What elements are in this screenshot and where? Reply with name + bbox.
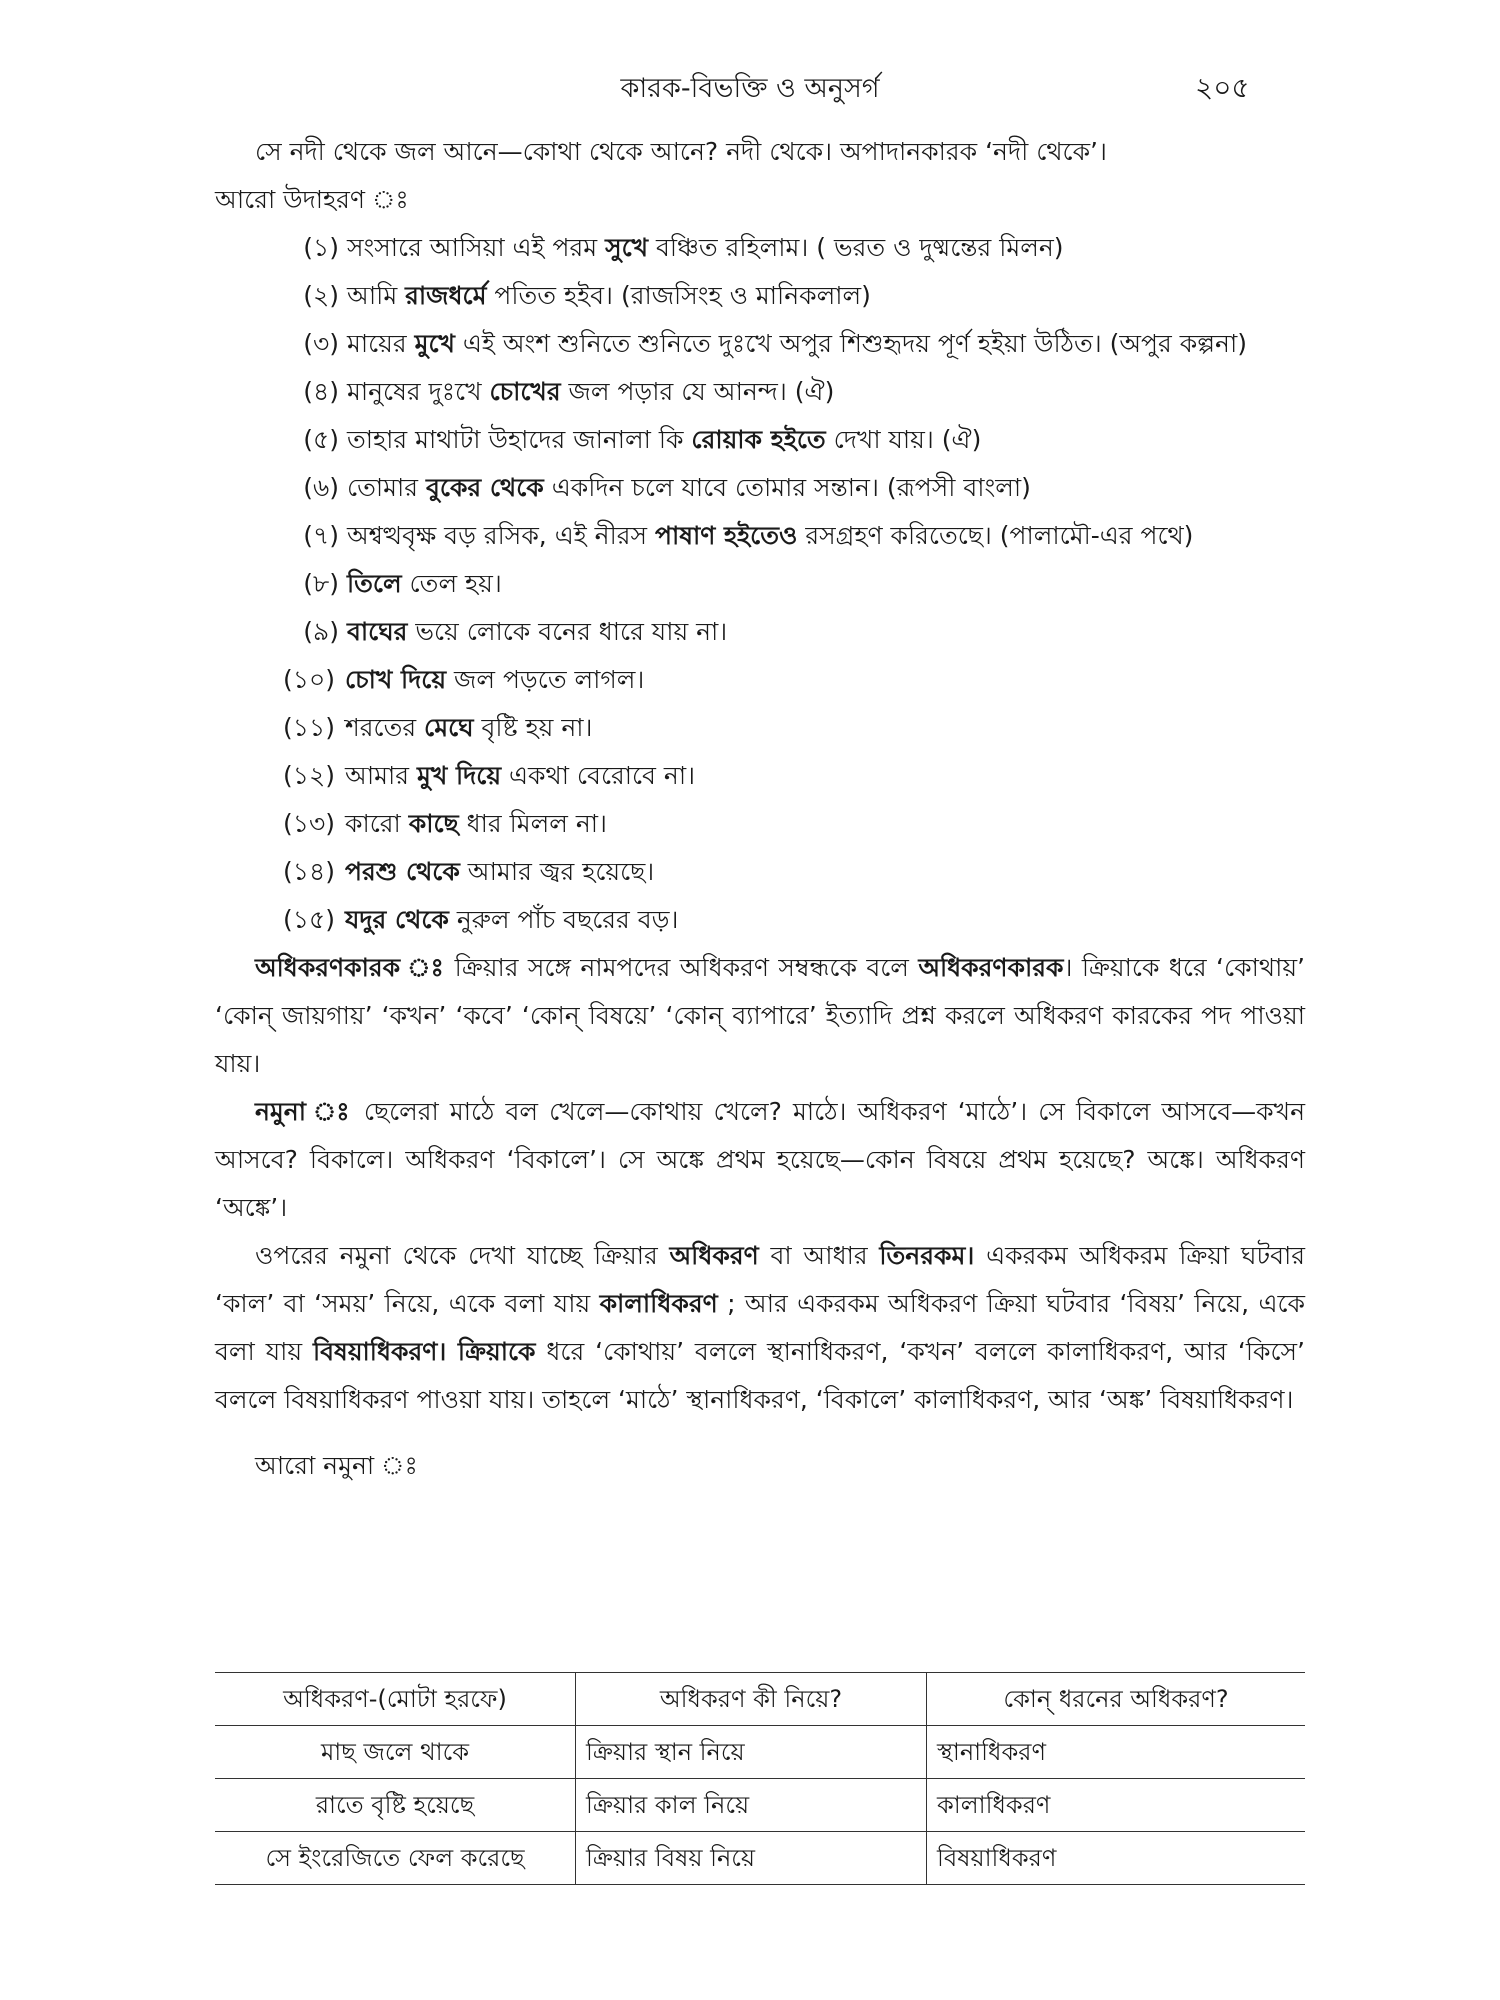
example-item: [277, 464, 1305, 512]
bold-text: তিনরকম।: [879, 1241, 975, 1270]
example-number: (১৪): [283, 857, 335, 886]
example-item: [277, 512, 1305, 560]
table-cell: ক্রিয়ার বিষয় নিয়ে: [576, 1832, 927, 1885]
running-header: কারক-বিভক্তি ও অনুসর্গ: [620, 73, 880, 104]
text-run: ভয়ে লোকে বনের ধারে যায় না।: [407, 617, 728, 646]
example-text: [347, 329, 1247, 358]
text-run: রসগ্রহণ করিতেছে। (পালামৌ-এর পথে): [797, 521, 1194, 550]
text-run: এই অংশ শুনিতে শুনিতে দুঃখে অপুর শিশুহৃদয় পূর্ণ হইয়া উঠিত। (অপুর কল্পনা): [454, 329, 1247, 358]
example-text: [347, 281, 871, 310]
example-text: [347, 233, 1064, 262]
bold-text: পরশু থেকে: [345, 857, 460, 886]
bold-text: যদুর থেকে: [345, 905, 449, 934]
example-item: [263, 800, 1305, 848]
text-run: আমি: [347, 281, 406, 310]
example-item: [277, 272, 1305, 320]
bold-text: অধিকরণকারক: [918, 953, 1064, 982]
explanation-paragraph: [215, 1232, 1305, 1424]
example-text: [345, 809, 607, 838]
example-item: [277, 368, 1305, 416]
example-number: (১৫): [283, 905, 335, 934]
text-run: নুরুল পাঁচ বছরের বড়।: [448, 905, 679, 934]
example-number: (৪): [303, 377, 339, 406]
text-run: বঞ্চিত রহিলাম। ( ভরত ও দুষ্মন্তের মিলন): [648, 233, 1064, 262]
page-number: ২০৫: [1195, 71, 1250, 104]
text-run: আমার জ্বর হয়েছে।: [459, 857, 655, 886]
text-run: ছেলেরা মাঠে বল খেলে—কোথায় খেলে? মাঠে। অধিকরণ ‘মাঠে’। সে বিকালে আসবে—কখন আসবে? বিকালে। অধিকরণ ‘বিকালে’। সে অঙ্কে প্রথম হয়েছে—কোন বিষয়ে প্রথম হয়েছে? অঙ্কে। অধিকরণ ‘অঙ্কে’।: [215, 1097, 1305, 1222]
bold-text: বুকের থেকে: [425, 473, 544, 502]
bold-text: মুখে: [414, 329, 455, 358]
text-run: আমার: [345, 761, 417, 790]
bold-text: রাজধর্মে: [405, 281, 487, 310]
text-run: ; আর একরকম অধিকরণ ক্রিয়া ঘটবার ‘বিষয়’ নিয়ে, একে বলা যায়: [215, 1289, 1306, 1366]
example-item: [263, 848, 1305, 896]
example-number: (১১): [283, 713, 335, 742]
example-item: [263, 896, 1305, 944]
table-cell: বিষয়াধিকরণ: [927, 1832, 1306, 1885]
text-run: অশ্বত্থবৃক্ষ বড় রসিক, এই নীরস: [347, 521, 655, 550]
example-item: [263, 752, 1305, 800]
example-item: [277, 416, 1305, 464]
table-row: [215, 1726, 1305, 1779]
text-run: জল পড়তে লাগল।: [446, 665, 645, 694]
text-run: তোমার: [347, 473, 426, 502]
bold-text: বাঘের: [347, 617, 408, 646]
table-header-row: [215, 1673, 1305, 1726]
more-samples-label: আরো নমুনা ঃ: [255, 1451, 418, 1480]
text-run: ধার মিলল না।: [458, 809, 607, 838]
example-item: [277, 560, 1305, 608]
example-number: (৯): [303, 617, 339, 646]
text-run: । ক্রিয়াকে ধরে ‘কোথায়’ ‘কোন্ জায়গায়’ ‘কখন’ ‘কবে’ ‘কোন্ বিষয়ে’ ‘কোন্ ব্যাপারে’ ইত্যাদি প্রশ্ন করলে অধিকরণ কারকের পদ পাওয়া যায়।: [215, 953, 1305, 1078]
example-text: [347, 425, 981, 454]
text-run: সংসারে আসিয়া এই পরম: [347, 233, 606, 262]
bold-text: মুখ দিয়ে: [417, 761, 502, 790]
example-item: [263, 704, 1305, 752]
bold-text: অধিকরণ: [669, 1241, 759, 1270]
example-number: (১৩): [283, 809, 335, 838]
example-item: [277, 224, 1305, 272]
text-run: ওপরের নমুনা থেকে দেখা যাচ্ছে ক্রিয়ার: [255, 1241, 670, 1270]
text-run: দেখা যায়। (ঐ): [825, 425, 982, 454]
bold-text: কাছে: [408, 809, 459, 838]
bold-text: অধিকরণকারক ঃ: [255, 953, 446, 982]
sample-paragraph: [215, 1088, 1305, 1232]
example-item: [277, 320, 1305, 368]
example-text: [347, 521, 1193, 550]
table-cell: ক্রিয়ার স্থান নিয়ে: [576, 1726, 927, 1779]
example-number: (৫): [303, 425, 339, 454]
example-number: (৮): [303, 569, 339, 598]
bold-text: চোখের: [489, 377, 561, 406]
table-cell: কালাধিকরণ: [927, 1779, 1306, 1832]
example-text: [347, 473, 1031, 502]
more-examples-label: আরো উদাহরণ ঃ: [215, 185, 409, 214]
example-number: (১০): [283, 665, 335, 694]
example-number: (২): [303, 281, 339, 310]
text-run: একরকম অধিকরম ক্রিয়া ঘটবার ‘কাল’ বা ‘সময়’ নিয়ে, একে বলা যায়: [215, 1241, 1305, 1318]
example-item: [263, 656, 1305, 704]
example-number: (৭): [303, 521, 339, 550]
text-run: বৃষ্টি হয় না।: [473, 713, 593, 742]
text-run: মায়ের: [347, 329, 415, 358]
example-item: [277, 608, 1305, 656]
example-text: [347, 377, 834, 406]
bold-text: তিলে: [347, 569, 402, 598]
table-cell: ক্রিয়ার কাল নিয়ে: [576, 1779, 927, 1832]
bold-text: বিষয়াধিকরণ। ক্রিয়াকে: [312, 1337, 536, 1366]
bold-text: পাষাণ হইতেও: [654, 521, 798, 550]
table-cell: সে ইংরেজিতে ফেল করেছে: [215, 1832, 576, 1885]
text-run: কারো: [345, 809, 409, 838]
text-run: তাহার মাথাটা উহাদের জানালা কি: [347, 425, 692, 454]
text-run: একদিন চলে যাবে তোমার সন্তান। (রূপসী বাংলা): [543, 473, 1031, 502]
example-text: [347, 569, 502, 598]
text-run: বা আধার: [758, 1241, 880, 1270]
table-cell: স্থানাধিকরণ: [927, 1726, 1306, 1779]
table-row: [215, 1779, 1305, 1832]
example-number: (৬): [303, 473, 339, 502]
bold-text: নমুনা ঃ: [255, 1097, 353, 1126]
example-text: [345, 761, 695, 790]
table-cell: রাতে বৃষ্টি হয়েছে: [215, 1779, 576, 1832]
intro-sentence: সে নদী থেকে জল আনে—কোথা থেকে আনে? নদী থেকে। অপাদানকারক ‘নদী থেকে’।: [255, 137, 1107, 166]
bold-text: কালাধিকরণ: [599, 1289, 718, 1318]
example-text: [345, 905, 678, 934]
text-run: তেল হয়।: [401, 569, 502, 598]
bold-text: মেঘে: [424, 713, 474, 742]
example-number: (১): [303, 233, 339, 262]
example-text: [347, 617, 727, 646]
bold-text: সুখে: [605, 233, 649, 262]
table-cell: মাছ জলে থাকে: [215, 1726, 576, 1779]
text-run: শরতের: [345, 713, 425, 742]
bold-text: চোখ দিয়ে: [345, 665, 447, 694]
page-body: [215, 128, 1305, 1490]
table-header-cell: অধিকরণ কী নিয়ে?: [576, 1673, 927, 1726]
definition-paragraph: [215, 944, 1305, 1088]
example-number: (৩): [303, 329, 339, 358]
table-row: [215, 1832, 1305, 1885]
table-header-cell: কোন্ ধরনের অধিকরণ?: [927, 1673, 1306, 1726]
example-list: [277, 224, 1305, 656]
text-run: মানুষের দুঃখে: [347, 377, 490, 406]
example-text: [345, 857, 654, 886]
bold-text: রোয়াক হইতে: [691, 425, 826, 454]
text-run: পতিত হইব। (রাজসিংহ ও মানিকলাল): [486, 281, 871, 310]
text-run: জল পড়ার যে আনন্দ। (ঐ): [560, 377, 835, 406]
text-run: একথা বেরোবে না।: [501, 761, 696, 790]
table-header-cell: অধিকরণ-(মোটা হরফে): [215, 1673, 576, 1726]
text-run: ধরে ‘কোথায়’ বললে স্থানাধিকরণ, ‘কখন’ বললে কালাধিকরণ, আর ‘কিসে’ বললে বিষয়াধিকরণ পাওয়া যায়। তাহলে ‘মাঠে’ স্থানাধিকরণ, ‘বিকালে’ কালাধিকরণ, আর ‘অঙ্ক’ বিষয়াধিকরণ।: [215, 1337, 1305, 1414]
example-text: [345, 665, 644, 694]
example-text: [345, 713, 592, 742]
example-number: (১২): [283, 761, 335, 790]
samples-table: [215, 1672, 1305, 1885]
text-run: ক্রিয়ার সঙ্গে নামপদের অধিকরণ সম্বন্ধকে বলে: [445, 953, 919, 982]
example-list-continued: [263, 656, 1305, 944]
